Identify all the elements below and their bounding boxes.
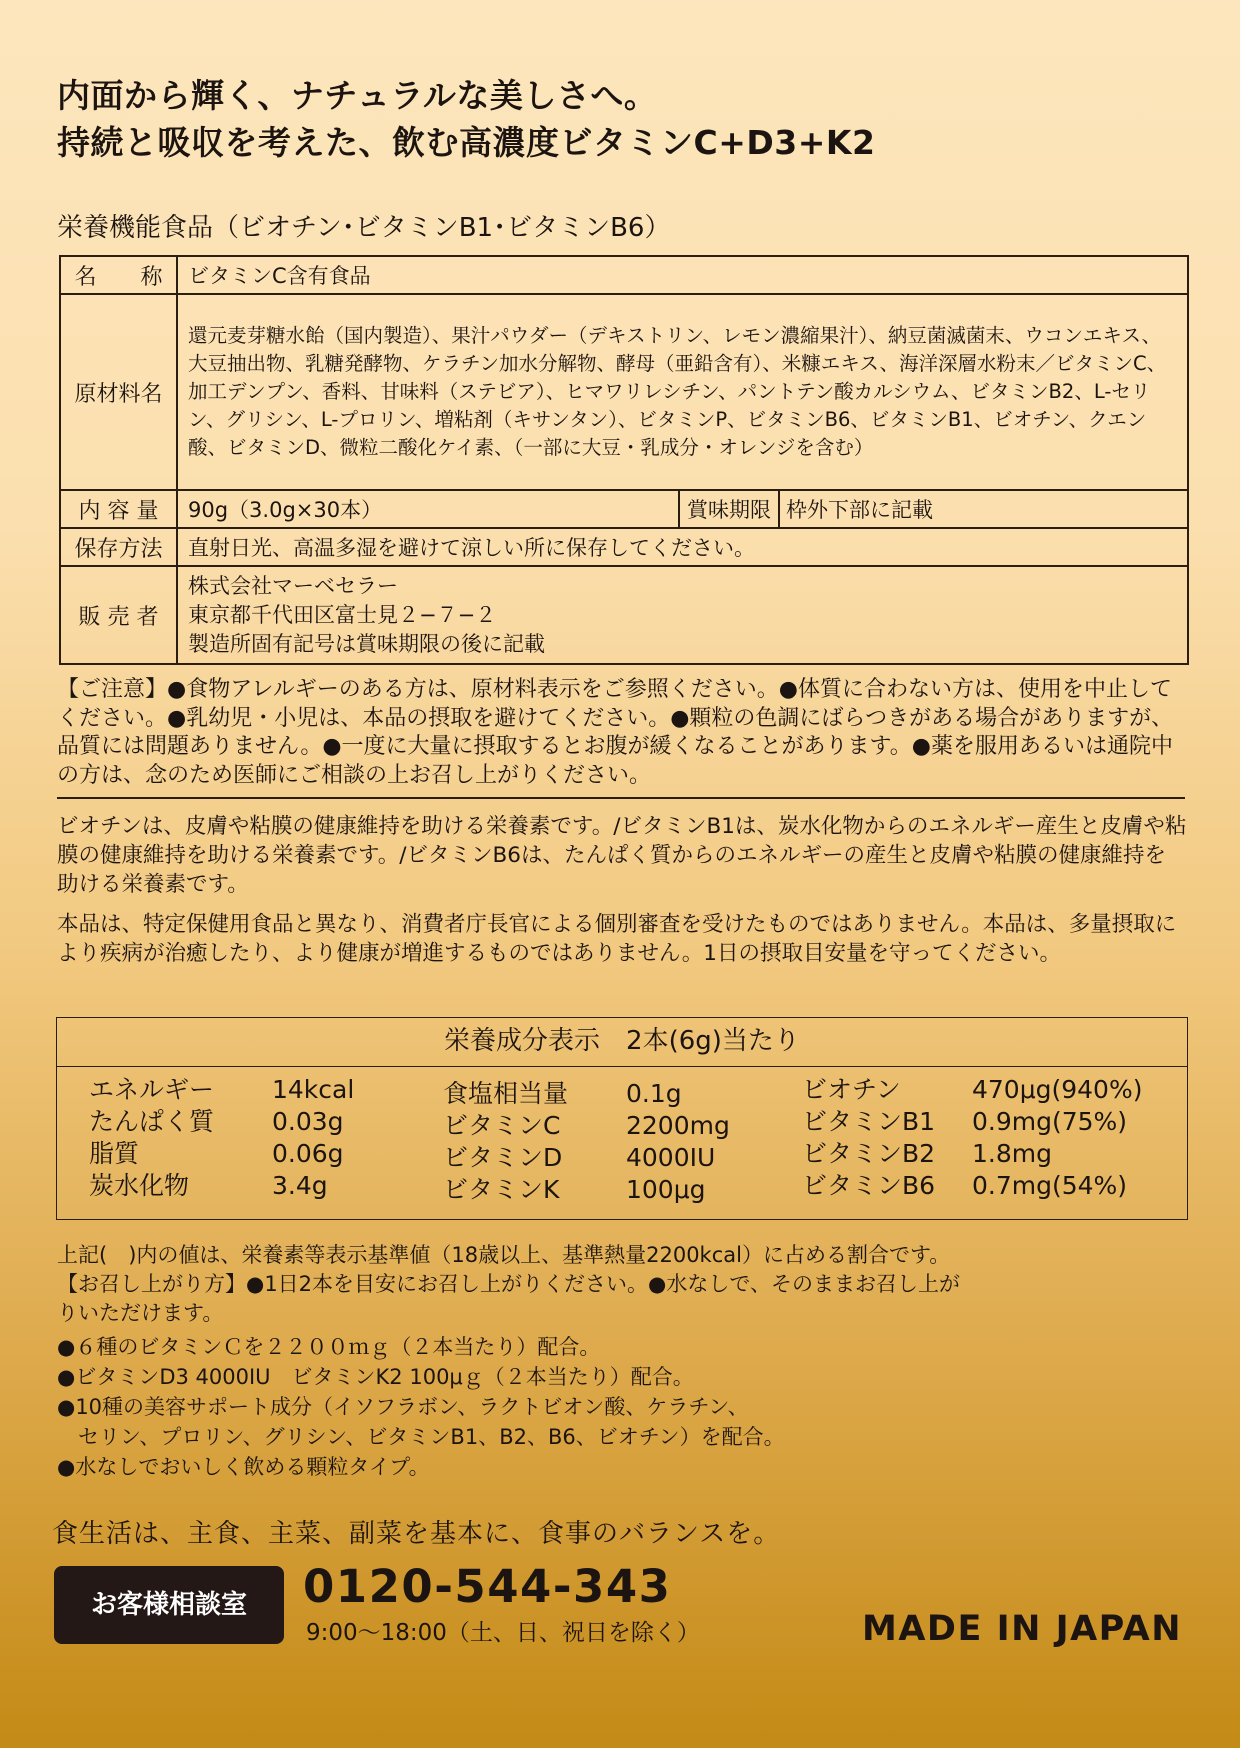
nutrient-value: 2200mg [626,1111,730,1140]
nutrient-value: 3.4g [272,1171,328,1200]
storage-label: 保存方法 [60,528,177,566]
feature-item: ●水なしでおいしく飲める顆粒タイプ。 [57,1455,430,1479]
howto-line-2: りいただけます。 [57,1301,224,1325]
seller-address: 東京都千代田区富士見２−７−２ [188,602,497,627]
nutrition-title: 栄養成分表示 2本(6g)当たり [57,1018,1187,1067]
nutrition-row [802,1074,1142,1106]
feature-item: ●10種の美容サポート成分（イソフラボン、ラクトビオン酸、ケラチン、 [57,1395,749,1419]
materials-value: 還元麦芽糖水飴（国内製造）、果汁パウダー（デキストリン、レモン濃縮果汁）、納豆菌滅菌末、ウコンエキス、大豆抽出物、乳糖発酵物、ケラチン加水分解物、酵母（亜鉛含有）、米糠エキス、海洋深層水粉末／ビタミンC、加工デンプン、香料、甘味料（ステビア）、ヒマワリレシチン、パントテン酸カルシウム、ビタミンB2、L-セリン、グリシン、L-プロリン、増粘剤（キサンタン）、ビタミンP、ビタミンB6、ビタミンB1、ビオチン、クエン酸、ビタミンD、微粒二酸化ケイ素、（一部に大豆・乳成分・オレンジを含む） [177,294,1188,490]
business-hours: 9:00〜18:00（土、日、祝日を除く） [306,1620,700,1646]
nutrition-row [89,1170,354,1202]
headline-line2: 持続と吸収を考えた、飲む高濃度ビタミンC+D3+K2 [57,123,876,162]
nutrient-value: 1.8mg [972,1139,1052,1168]
nutrition-row [443,1110,730,1142]
ratio-note: 上記( )内の値は、栄養素等表示基準値（18歳以上、基準熱量2200kcal）に占める割合です。 [57,1243,951,1267]
seller-value [177,566,1188,664]
disclaimer-text: 本品は、特定保健用食品と異なり、消費者庁長官による個別審査を受けたものではありません。本品は、多量摂取により疾病が治癒したり、より健康が増進するものではありません。1日の摂取目安量を守ってください。 [57,912,1177,966]
nutrition-row [89,1138,354,1170]
nutrient-value: 0.7mg(54%) [972,1171,1128,1200]
nutrition-row [89,1074,354,1106]
nutrient-name: ビタミンB1 [802,1107,936,1136]
nutrient-value: 470μg(940%) [972,1075,1143,1104]
nutrition-col-1 [89,1074,354,1202]
function-claim-text: ビオチンは、皮膚や粘膜の健康維持を助ける栄養素です。/ビタミンB1は、炭水化物からのエネルギー産生と皮膚や粘膜の健康維持を助ける栄養素です。/ビタミンB6は、たんぱく質からのエネルギーの産生と皮膚や粘膜の健康維持を助ける栄養素です。 [57,814,1187,897]
seller-note: 製造所固有記号は賞味期限の後に記載 [188,631,545,656]
nutrient-value: 100μg [626,1175,706,1204]
nutrient-value: 14kcal [272,1075,355,1104]
nutrient-value: 0.1g [626,1079,682,1108]
feature-item: ●ビタミンD3 4000IU ビタミンK2 100μｇ（２本当たり）配合。 [57,1365,694,1389]
nutrition-row [802,1170,1142,1202]
nutrient-value: 0.06g [272,1139,344,1168]
content-value: 90g（3.0g×30本） [177,490,679,528]
nutrient-value: 0.03g [272,1107,344,1136]
phone-number: 0120-544-343 [303,1560,672,1613]
nutrient-name: ビオチン [802,1075,901,1104]
nutrition-row [802,1106,1142,1138]
nutrient-name: たんぱく質 [89,1107,215,1136]
storage-value: 直射日光、高温多湿を避けて涼しい所に保存してください。 [177,528,1188,566]
name-label: 名 称 [60,256,177,294]
nutrition-row [443,1174,730,1206]
name-value: ビタミンC含有食品 [177,256,1188,294]
nutrient-name: エネルギー [89,1075,215,1104]
nutrition-row [443,1078,730,1110]
nutrition-row [89,1106,354,1138]
nutrient-name: ビタミンC [443,1111,561,1140]
nutrition-col-2 [443,1078,730,1206]
nutrient-value: 0.9mg(75%) [972,1107,1128,1136]
nutrition-row [443,1142,730,1174]
nutrition-col-3 [802,1074,1142,1202]
made-in-japan: MADE IN JAPAN [862,1609,1182,1649]
nutrient-name: 脂質 [89,1139,140,1168]
headline-line1: 内面から輝く、ナチュラルな美しさへ。 [57,76,658,115]
materials-label: 原材料名 [60,294,177,490]
caution-text: 【ご注意】●食物アレルギーのある方は、原材料表示をご参照ください。●体質に合わない方は、使用を中止してください。●乳幼児・小児は、本品の摂取を避けてください。●顆粒の色調にばらつきがある場合がありますが、品質には問題ありません。●一度に大量に摂取するとお腹が緩くなることがあります。●薬を服用あるいは通院中の方は、念のため医師にご相談の上お召し上がりください。 [57,677,1174,788]
expiry-label: 賞味期限 [679,490,779,528]
seller-company: 株式会社マーベセラー [188,573,398,598]
feature-item: ●６種のビタミンＣを２２００ｍｇ（２本当たり）配合。 [57,1335,601,1359]
diet-balance-message: 食生活は、主食、主菜、副菜を基本に、食事のバランスを。 [52,1519,781,1549]
customer-service-badge: お客様相談室 [54,1566,284,1644]
subtitle: 栄養機能食品（ビオチン･ビタミンB1･ビタミンB6） [57,213,671,243]
nutrition-facts-box [56,1017,1188,1220]
seller-label: 販 売 者 [60,566,177,664]
nutrient-name: ビタミンB2 [802,1139,936,1168]
nutrient-value: 4000IU [626,1143,716,1172]
feature-item: セリン、プロリン、グリシン、ビタミンB1、B2、B6、ビオチン）を配合。 [57,1425,785,1449]
nutrient-name: 食塩相当量 [443,1079,569,1108]
divider [57,797,1185,799]
nutrient-name: ビタミンB6 [802,1171,936,1200]
howto-line-1: 【お召し上がり方】●1日2本を目安にお召し上がりください。●水なしで、そのままお召し上が [57,1272,960,1296]
nutrient-name: 炭水化物 [89,1171,190,1200]
expiry-value: 枠外下部に記載 [779,490,1188,528]
nutrient-name: ビタミンK [443,1175,560,1204]
nutrient-name: ビタミンD [443,1143,563,1172]
nutrition-row [802,1138,1142,1170]
product-info-table [59,255,1189,665]
content-label: 内 容 量 [60,490,177,528]
